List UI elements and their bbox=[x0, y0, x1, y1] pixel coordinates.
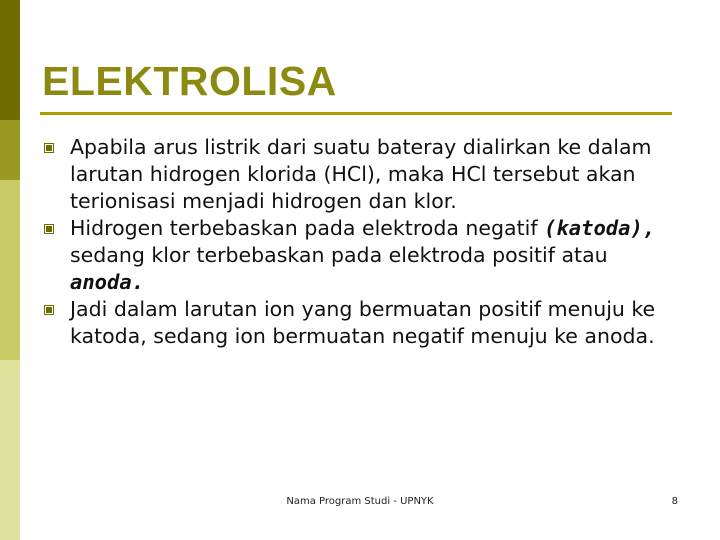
slide-title: ELEKTROLISA bbox=[42, 58, 337, 104]
bullet-text: Jadi dalam larutan ion yang bermuatan positif menuju ke katoda, sedang ion bermuatan negatif menuju ke anoda. bbox=[70, 297, 656, 348]
emphasis-anoda: anoda. bbox=[70, 270, 145, 294]
sidebar-stripe-bottom bbox=[0, 360, 20, 540]
emphasis-katoda: (katoda), bbox=[544, 216, 656, 240]
bullet-text: Apabila arus listrik dari suatu bateray dialirkan ke dalam larutan hidrogen klorida (HCl), maka HCl tersebut akan terionisasi menjadi hidrogen dan klor. bbox=[70, 135, 652, 213]
bullet-list bbox=[44, 134, 684, 350]
bullet-text-part: Hidrogen terbebaskan pada elektroda negatif bbox=[70, 216, 545, 240]
bullet-text bbox=[70, 215, 684, 296]
sidebar-stripe-middle bbox=[0, 180, 20, 360]
sidebar-stripe-top bbox=[0, 0, 20, 120]
footer-text: Nama Program Studi - UPNYK bbox=[286, 496, 434, 507]
square-bullet-icon bbox=[44, 305, 54, 315]
square-bullet-icon bbox=[44, 224, 54, 234]
bullet-text-part: sedang klor terbebaskan pada elektroda positif atau bbox=[70, 243, 608, 267]
bullet-item bbox=[44, 215, 684, 296]
page-number: 8 bbox=[671, 496, 678, 507]
bullet-item bbox=[44, 296, 684, 350]
title-divider bbox=[40, 112, 672, 115]
square-bullet-icon bbox=[44, 143, 54, 153]
sidebar-stripe-upper bbox=[0, 120, 20, 180]
bullet-item bbox=[44, 134, 684, 215]
